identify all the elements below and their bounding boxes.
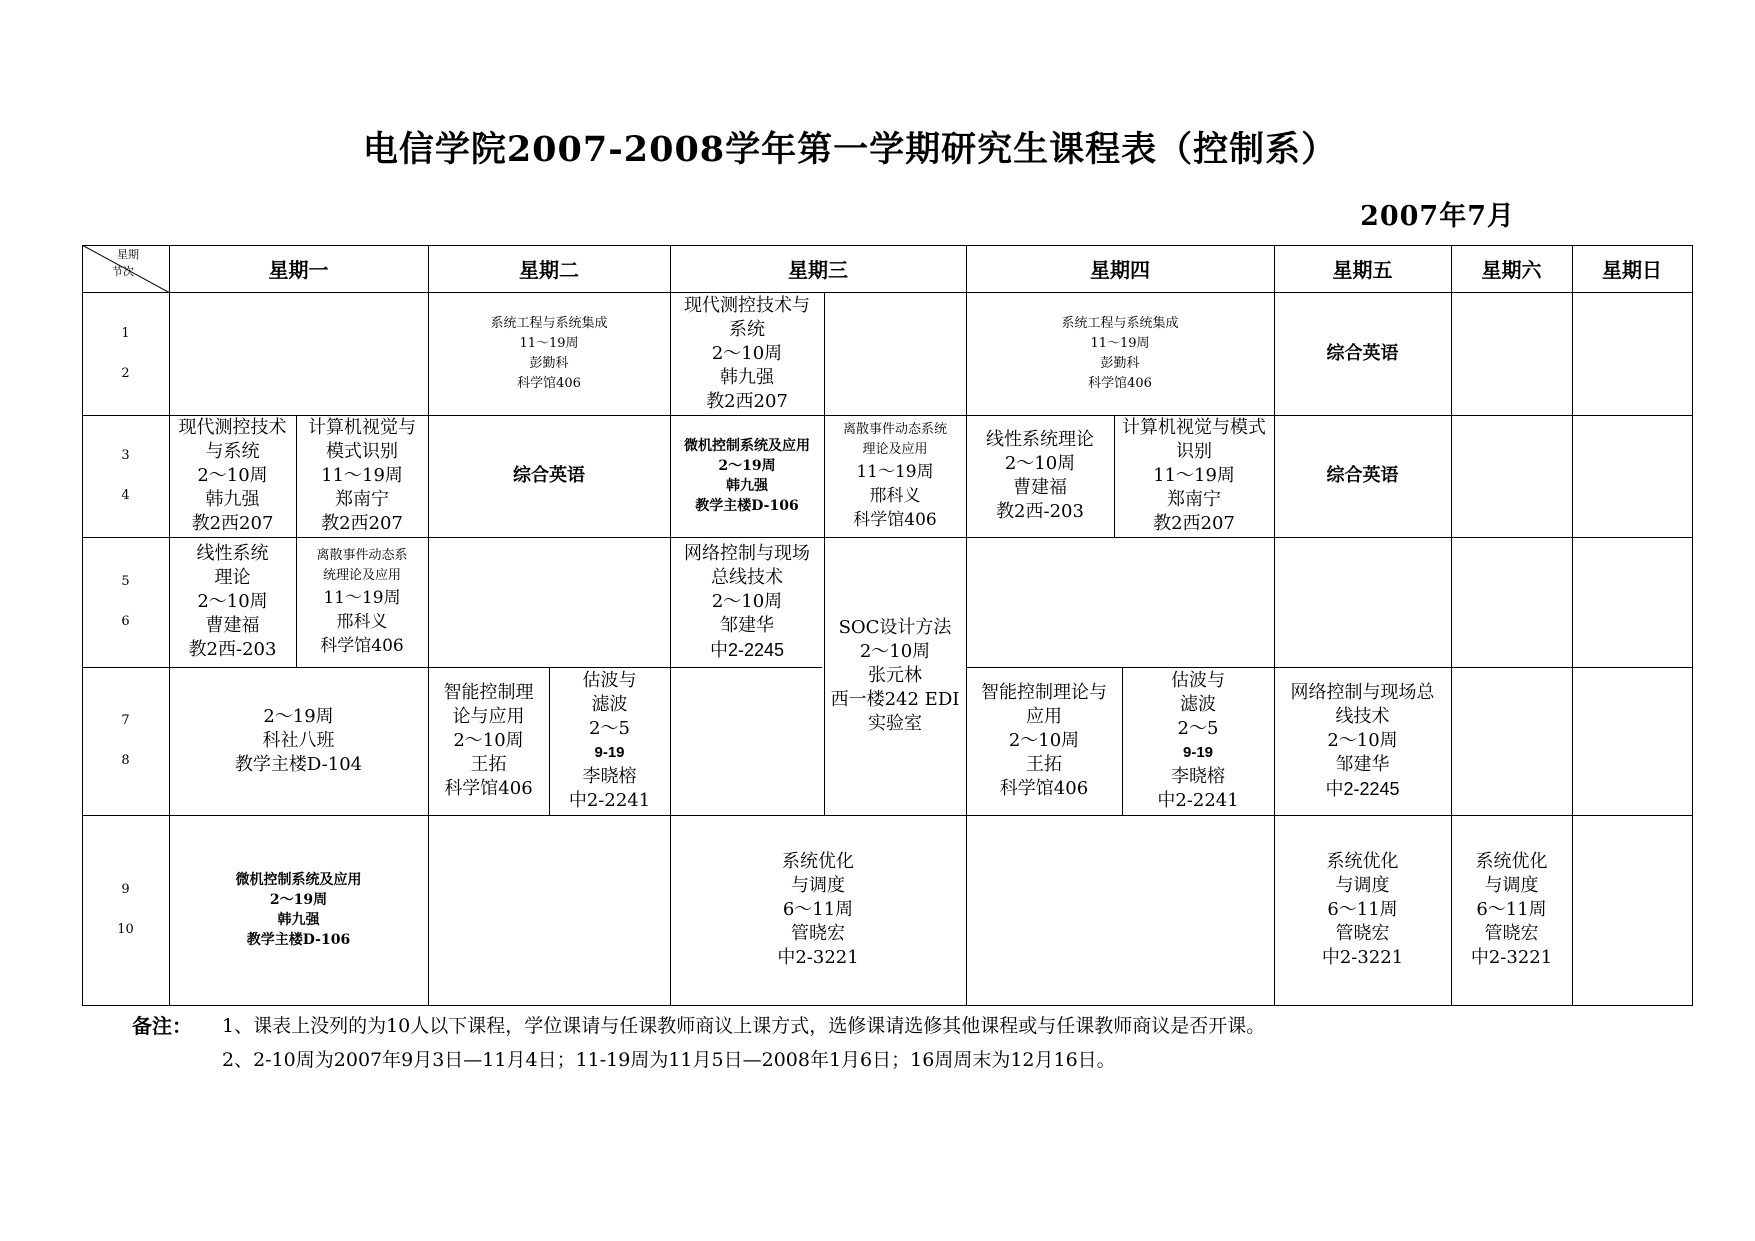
header-friday: 星期五 — [1332, 258, 1393, 282]
course-mon-5-6-b: 离散事件动态系 统理论及应用 11～19周 邢科义 科学馆406 — [316, 548, 408, 656]
course-fri-9-10: 系统优化 与调度 6～11周 管晓宏 中2-3221 — [1321, 851, 1404, 968]
header-monday: 星期一 — [268, 258, 329, 282]
course-sat-9-10: 系统优化 与调度 6～11周 管晓宏 中2-3221 — [1470, 851, 1553, 968]
header-saturday: 星期六 — [1481, 258, 1542, 282]
course-fri-3-4: 综合英语 — [1326, 465, 1399, 486]
course-wed-5-6-a: 网络控制与现场 总线技术 2～10周 邹建华 中2-2245 — [684, 543, 810, 660]
course-tue-7-8-b: 估波与 滤波 2～5 9-19 李晓榕 中2-2241 — [568, 670, 651, 811]
header-tuesday: 星期二 — [519, 258, 579, 282]
period-1-2: 1 2 — [121, 325, 130, 381]
course-fri-7-8: 网络控制与现场总 线技术 2～10周 邹建华 中2-2245 — [1290, 682, 1435, 799]
course-tue-3-4: 综合英语 — [513, 465, 585, 486]
course-thu-3-4-a: 线性系统理论 2～10周 曹建福 教2西-203 — [986, 429, 1094, 522]
period-5-6: 5 6 — [121, 574, 130, 629]
corner-period-label: 节次 — [112, 265, 134, 278]
course-wed-1-2: 现代测控技术与 系统 2～10周 韩九强 教2西207 — [684, 294, 810, 412]
course-wed-3-4-a: 微机控制系统及应用 2～19周 韩九强 教学主楼D-106 — [684, 438, 810, 514]
course-mon-7-8: 2～19周 科社八班 教学主楼D-104 — [234, 706, 363, 775]
course-mon-5-6-a: 线性系统 理论 2～10周 曹建福 教2西-203 — [188, 543, 277, 660]
course-tue-7-8-a: 智能控制理 论与应用 2～10周 王拓 科学馆406 — [443, 682, 534, 799]
course-mon-3-4-b: 计算机视觉与 模式识别 11～19周 郑南宁 教2西207 — [308, 417, 416, 534]
header-sunday: 星期日 — [1602, 258, 1662, 282]
issue-date: 2007年7月 — [1360, 201, 1515, 232]
period-3-4: 3 4 — [121, 448, 130, 503]
page-title: 电信学院2007-2008学年第一学期研究生课程表（控制系） — [362, 129, 1338, 170]
note-line-1: 1、课表上没列的为10人以下课程，学位课请与任课教师商议上课方式，选修课请选修其他课程或与任课教师商议是否开课。 — [222, 1015, 1266, 1037]
course-thu-1-2: 系统工程与系统集成 11～19周 彭勤科 科学馆406 — [1061, 315, 1179, 391]
period-9-10: 9 10 — [117, 882, 134, 937]
note-line-2: 2、2-10周为2007年9月3日—11月4日；11-19周为11月5日—2008年1月6日；16周周末为12月16日。 — [222, 1049, 1116, 1071]
course-tue-1-2: 系统工程与系统集成 11～19周 彭勤科 科学馆406 — [490, 315, 608, 391]
period-7-8: 7 8 — [121, 713, 130, 768]
course-wed-3-4-b: 离散事件动态系统 理论及应用 11～19周 邢科义 科学馆406 — [842, 422, 947, 530]
course-thu-7-8-b: 估波与 滤波 2～5 9-19 李晓榕 中2-2241 — [1157, 670, 1239, 811]
course-wed-9-10: 系统优化 与调度 6～11周 管晓宏 中2-3221 — [777, 851, 859, 968]
course-thu-7-8-a: 智能控制理论与 应用 2～10周 王拓 科学馆406 — [981, 682, 1107, 799]
course-fri-1-2: 综合英语 — [1326, 342, 1399, 364]
course-mon-3-4-a: 现代测控技术 与系统 2～10周 韩九强 教2西207 — [178, 417, 287, 534]
header-wednesday: 星期三 — [788, 258, 848, 282]
course-wed-5-8-b: SOC设计方法 2～10周 张元林 西一楼242 EDI 实验室 — [830, 617, 960, 734]
corner-day-label: 星期 — [117, 248, 139, 261]
course-thu-3-4-b: 计算机视觉与模式 识别 11～19周 郑南宁 教2西207 — [1122, 417, 1266, 534]
notes-label: 备注： — [132, 1014, 192, 1038]
header-thursday: 星期四 — [1090, 258, 1150, 282]
course-mon-9-10: 微机控制系统及应用 2～19周 韩九强 教学主楼D-106 — [235, 872, 362, 948]
